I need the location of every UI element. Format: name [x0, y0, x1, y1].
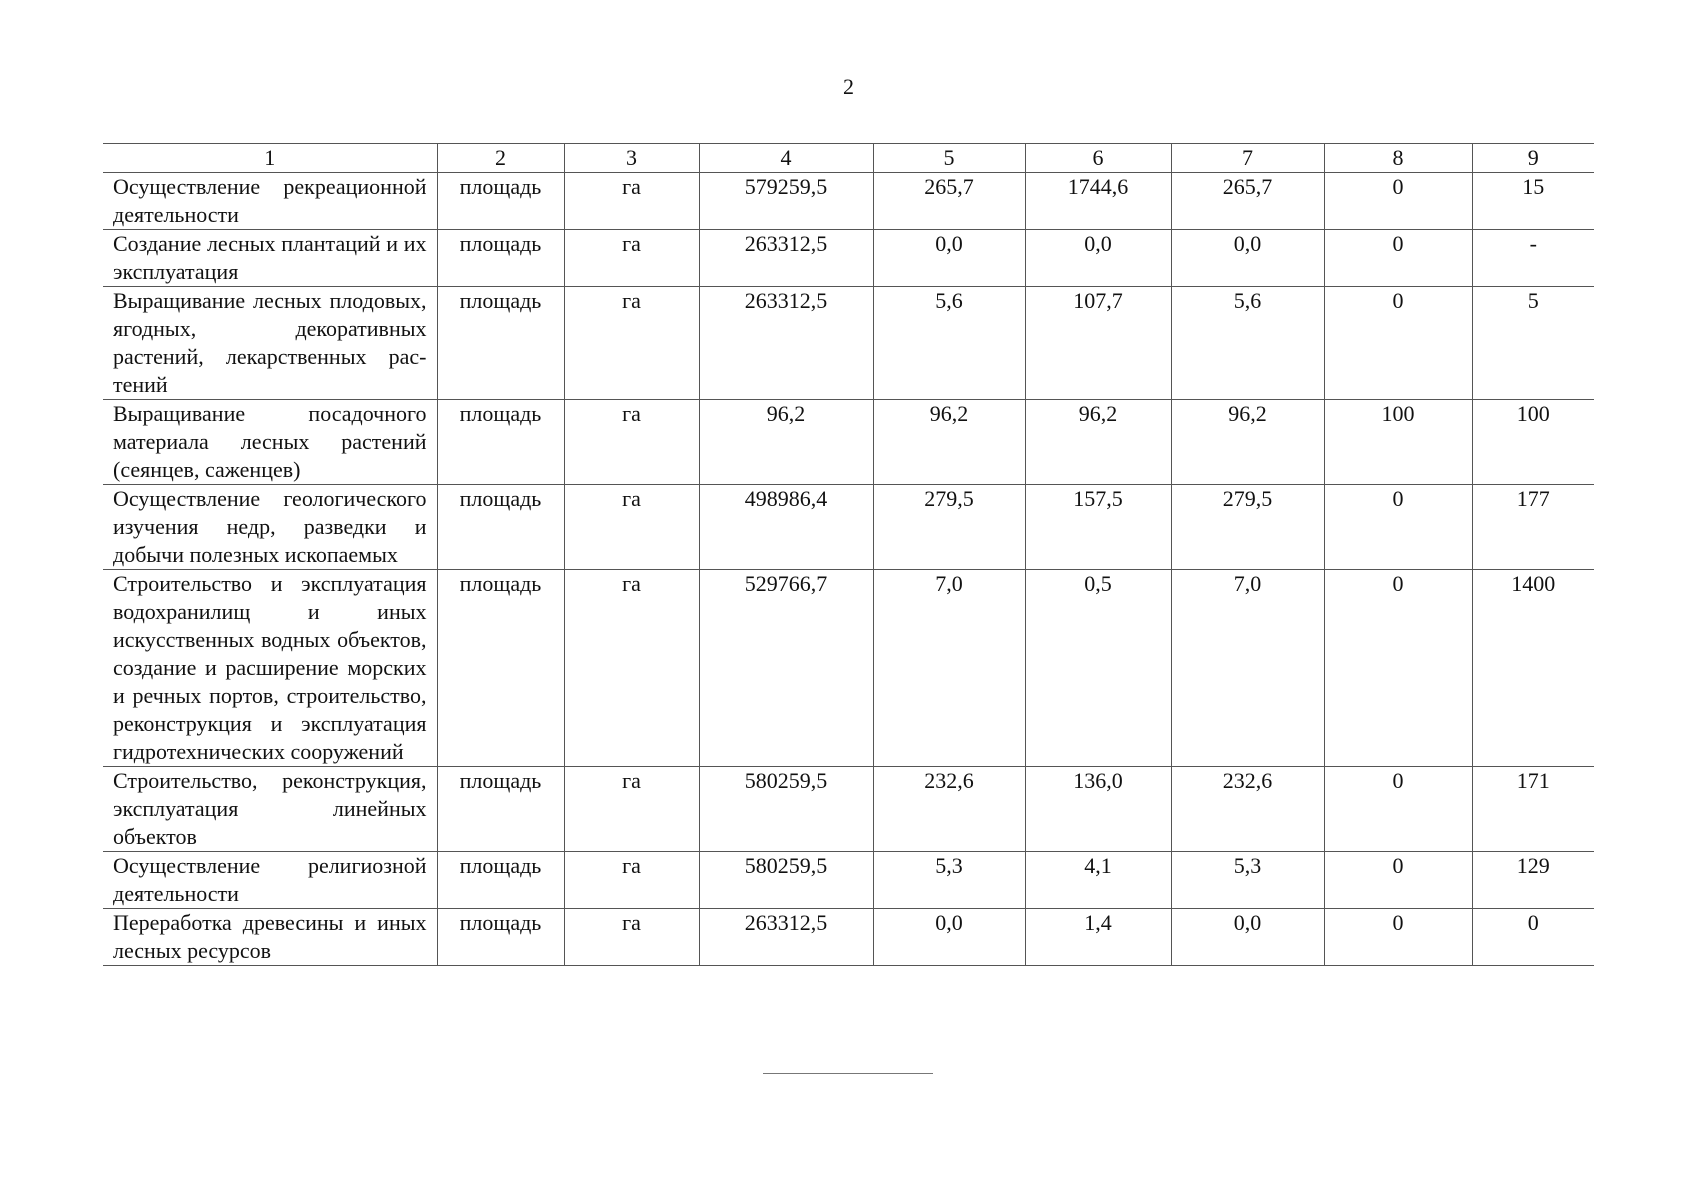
table-cell-col-8: 100: [1324, 400, 1472, 485]
table-body: [103, 173, 1594, 966]
table-row: [103, 570, 1594, 767]
table-cell-col-8: 0: [1324, 173, 1472, 230]
table-cell-col-8: 0: [1324, 767, 1472, 852]
table-cell-col-2: площадь: [437, 909, 564, 966]
table-row: [103, 485, 1594, 570]
activity-cell: Создание лесных плантаций и их эксплуатация: [103, 230, 437, 287]
activity-cell: Переработка древесины и иных лесных ресурсов: [103, 909, 437, 966]
column-header-8: 8: [1324, 144, 1472, 173]
table-cell-col-6: 136,0: [1025, 767, 1171, 852]
table-cell-col-7: 5,6: [1171, 287, 1324, 400]
table-cell-col-4: 580259,5: [699, 852, 873, 909]
table-cell-col-7: 232,6: [1171, 767, 1324, 852]
table-cell-col-7: 0,0: [1171, 230, 1324, 287]
table-cell-col-2: площадь: [437, 852, 564, 909]
table-row: [103, 852, 1594, 909]
table-cell-col-8: 0: [1324, 485, 1472, 570]
table-cell-col-4: 96,2: [699, 400, 873, 485]
column-header-1: 1: [103, 144, 437, 173]
table-cell-col-5: 279,5: [873, 485, 1025, 570]
table-cell-col-7: 279,5: [1171, 485, 1324, 570]
table-cell-col-8: 0: [1324, 230, 1472, 287]
table-row: [103, 230, 1594, 287]
table-cell-col-5: 5,3: [873, 852, 1025, 909]
table-cell-col-7: 96,2: [1171, 400, 1324, 485]
table-cell-col-2: площадь: [437, 485, 564, 570]
table-cell-col-9: 100: [1472, 400, 1594, 485]
table-cell-col-6: 1,4: [1025, 909, 1171, 966]
table-cell-col-4: 263312,5: [699, 230, 873, 287]
table-cell-col-2: площадь: [437, 173, 564, 230]
column-header-9: 9: [1472, 144, 1594, 173]
table-cell-col-5: 0,0: [873, 230, 1025, 287]
table-cell-col-9: -: [1472, 230, 1594, 287]
header-row: [103, 144, 1594, 173]
table-row: [103, 400, 1594, 485]
table-cell-col-5: 265,7: [873, 173, 1025, 230]
table-row: [103, 909, 1594, 966]
table-cell-col-8: 0: [1324, 287, 1472, 400]
activity-cell: Строительство, реконструкция, эксплуатация линейных объектов: [103, 767, 437, 852]
table-row: [103, 767, 1594, 852]
table-cell-col-3: га: [564, 287, 699, 400]
table-cell-col-9: 15: [1472, 173, 1594, 230]
table-cell-col-4: 580259,5: [699, 767, 873, 852]
table-cell-col-4: 579259,5: [699, 173, 873, 230]
table-row: [103, 173, 1594, 230]
data-table-container: [103, 143, 1594, 966]
table-cell-col-5: 5,6: [873, 287, 1025, 400]
table-cell-col-6: 4,1: [1025, 852, 1171, 909]
table-cell-col-4: 498986,4: [699, 485, 873, 570]
table-cell-col-9: 5: [1472, 287, 1594, 400]
table-cell-col-4: 263312,5: [699, 909, 873, 966]
table-cell-col-7: 7,0: [1171, 570, 1324, 767]
table-cell-col-3: га: [564, 570, 699, 767]
activity-cell: Выращивание лесных плодовых, ягодных, декоративных растений, лекарственных растений: [103, 287, 437, 400]
column-header-3: 3: [564, 144, 699, 173]
table-cell-col-3: га: [564, 173, 699, 230]
table-cell-col-5: 96,2: [873, 400, 1025, 485]
activity-cell: Осуществление геологического изучения недр, разведки и добычи полезных ископаемых: [103, 485, 437, 570]
table-cell-col-6: 0,0: [1025, 230, 1171, 287]
activity-cell: Строительство и эксплуатация водохранилищ и иных искусственных водных объектов, создание и расширение морских и речных портов, строительство, реконструкция и эксплуатация гидротехнических сооружений: [103, 570, 437, 767]
table-cell-col-3: га: [564, 909, 699, 966]
table-cell-col-6: 0,5: [1025, 570, 1171, 767]
table-cell-col-4: 529766,7: [699, 570, 873, 767]
column-header-6: 6: [1025, 144, 1171, 173]
table-cell-col-2: площадь: [437, 400, 564, 485]
table-cell-col-9: 171: [1472, 767, 1594, 852]
table-cell-col-7: 5,3: [1171, 852, 1324, 909]
table-cell-col-8: 0: [1324, 570, 1472, 767]
table-cell-col-5: 0,0: [873, 909, 1025, 966]
column-header-4: 4: [699, 144, 873, 173]
table-cell-col-5: 7,0: [873, 570, 1025, 767]
column-header-7: 7: [1171, 144, 1324, 173]
table-cell-col-9: 177: [1472, 485, 1594, 570]
activity-cell: Осуществление религиозной деятельности: [103, 852, 437, 909]
table-cell-col-3: га: [564, 852, 699, 909]
table-cell-col-4: 263312,5: [699, 287, 873, 400]
table-cell-col-7: 0,0: [1171, 909, 1324, 966]
table-cell-col-3: га: [564, 767, 699, 852]
table-cell-col-2: площадь: [437, 287, 564, 400]
table-cell-col-9: 129: [1472, 852, 1594, 909]
table-cell-col-6: 107,7: [1025, 287, 1171, 400]
table-cell-col-9: 0: [1472, 909, 1594, 966]
column-header-2: 2: [437, 144, 564, 173]
column-header-5: 5: [873, 144, 1025, 173]
table-cell-col-9: 1400: [1472, 570, 1594, 767]
table-cell-col-3: га: [564, 230, 699, 287]
table-cell-col-8: 0: [1324, 852, 1472, 909]
footer-divider: [763, 1073, 933, 1074]
table-cell-col-2: площадь: [437, 570, 564, 767]
table-cell-col-6: 157,5: [1025, 485, 1171, 570]
activity-cell: Выращивание посадочного материала лесных растений (сеянцев, саженцев): [103, 400, 437, 485]
table-cell-col-2: площадь: [437, 767, 564, 852]
table-cell-col-3: га: [564, 485, 699, 570]
table-cell-col-6: 1744,6: [1025, 173, 1171, 230]
activity-cell: Осуществление рекреационной деятельности: [103, 173, 437, 230]
table-cell-col-8: 0: [1324, 909, 1472, 966]
table-cell-col-7: 265,7: [1171, 173, 1324, 230]
data-table: [103, 143, 1594, 966]
table-row: [103, 287, 1594, 400]
table-cell-col-3: га: [564, 400, 699, 485]
page-number: 2: [843, 74, 854, 99]
table-cell-col-6: 96,2: [1025, 400, 1171, 485]
table-cell-col-5: 232,6: [873, 767, 1025, 852]
table-cell-col-2: площадь: [437, 230, 564, 287]
